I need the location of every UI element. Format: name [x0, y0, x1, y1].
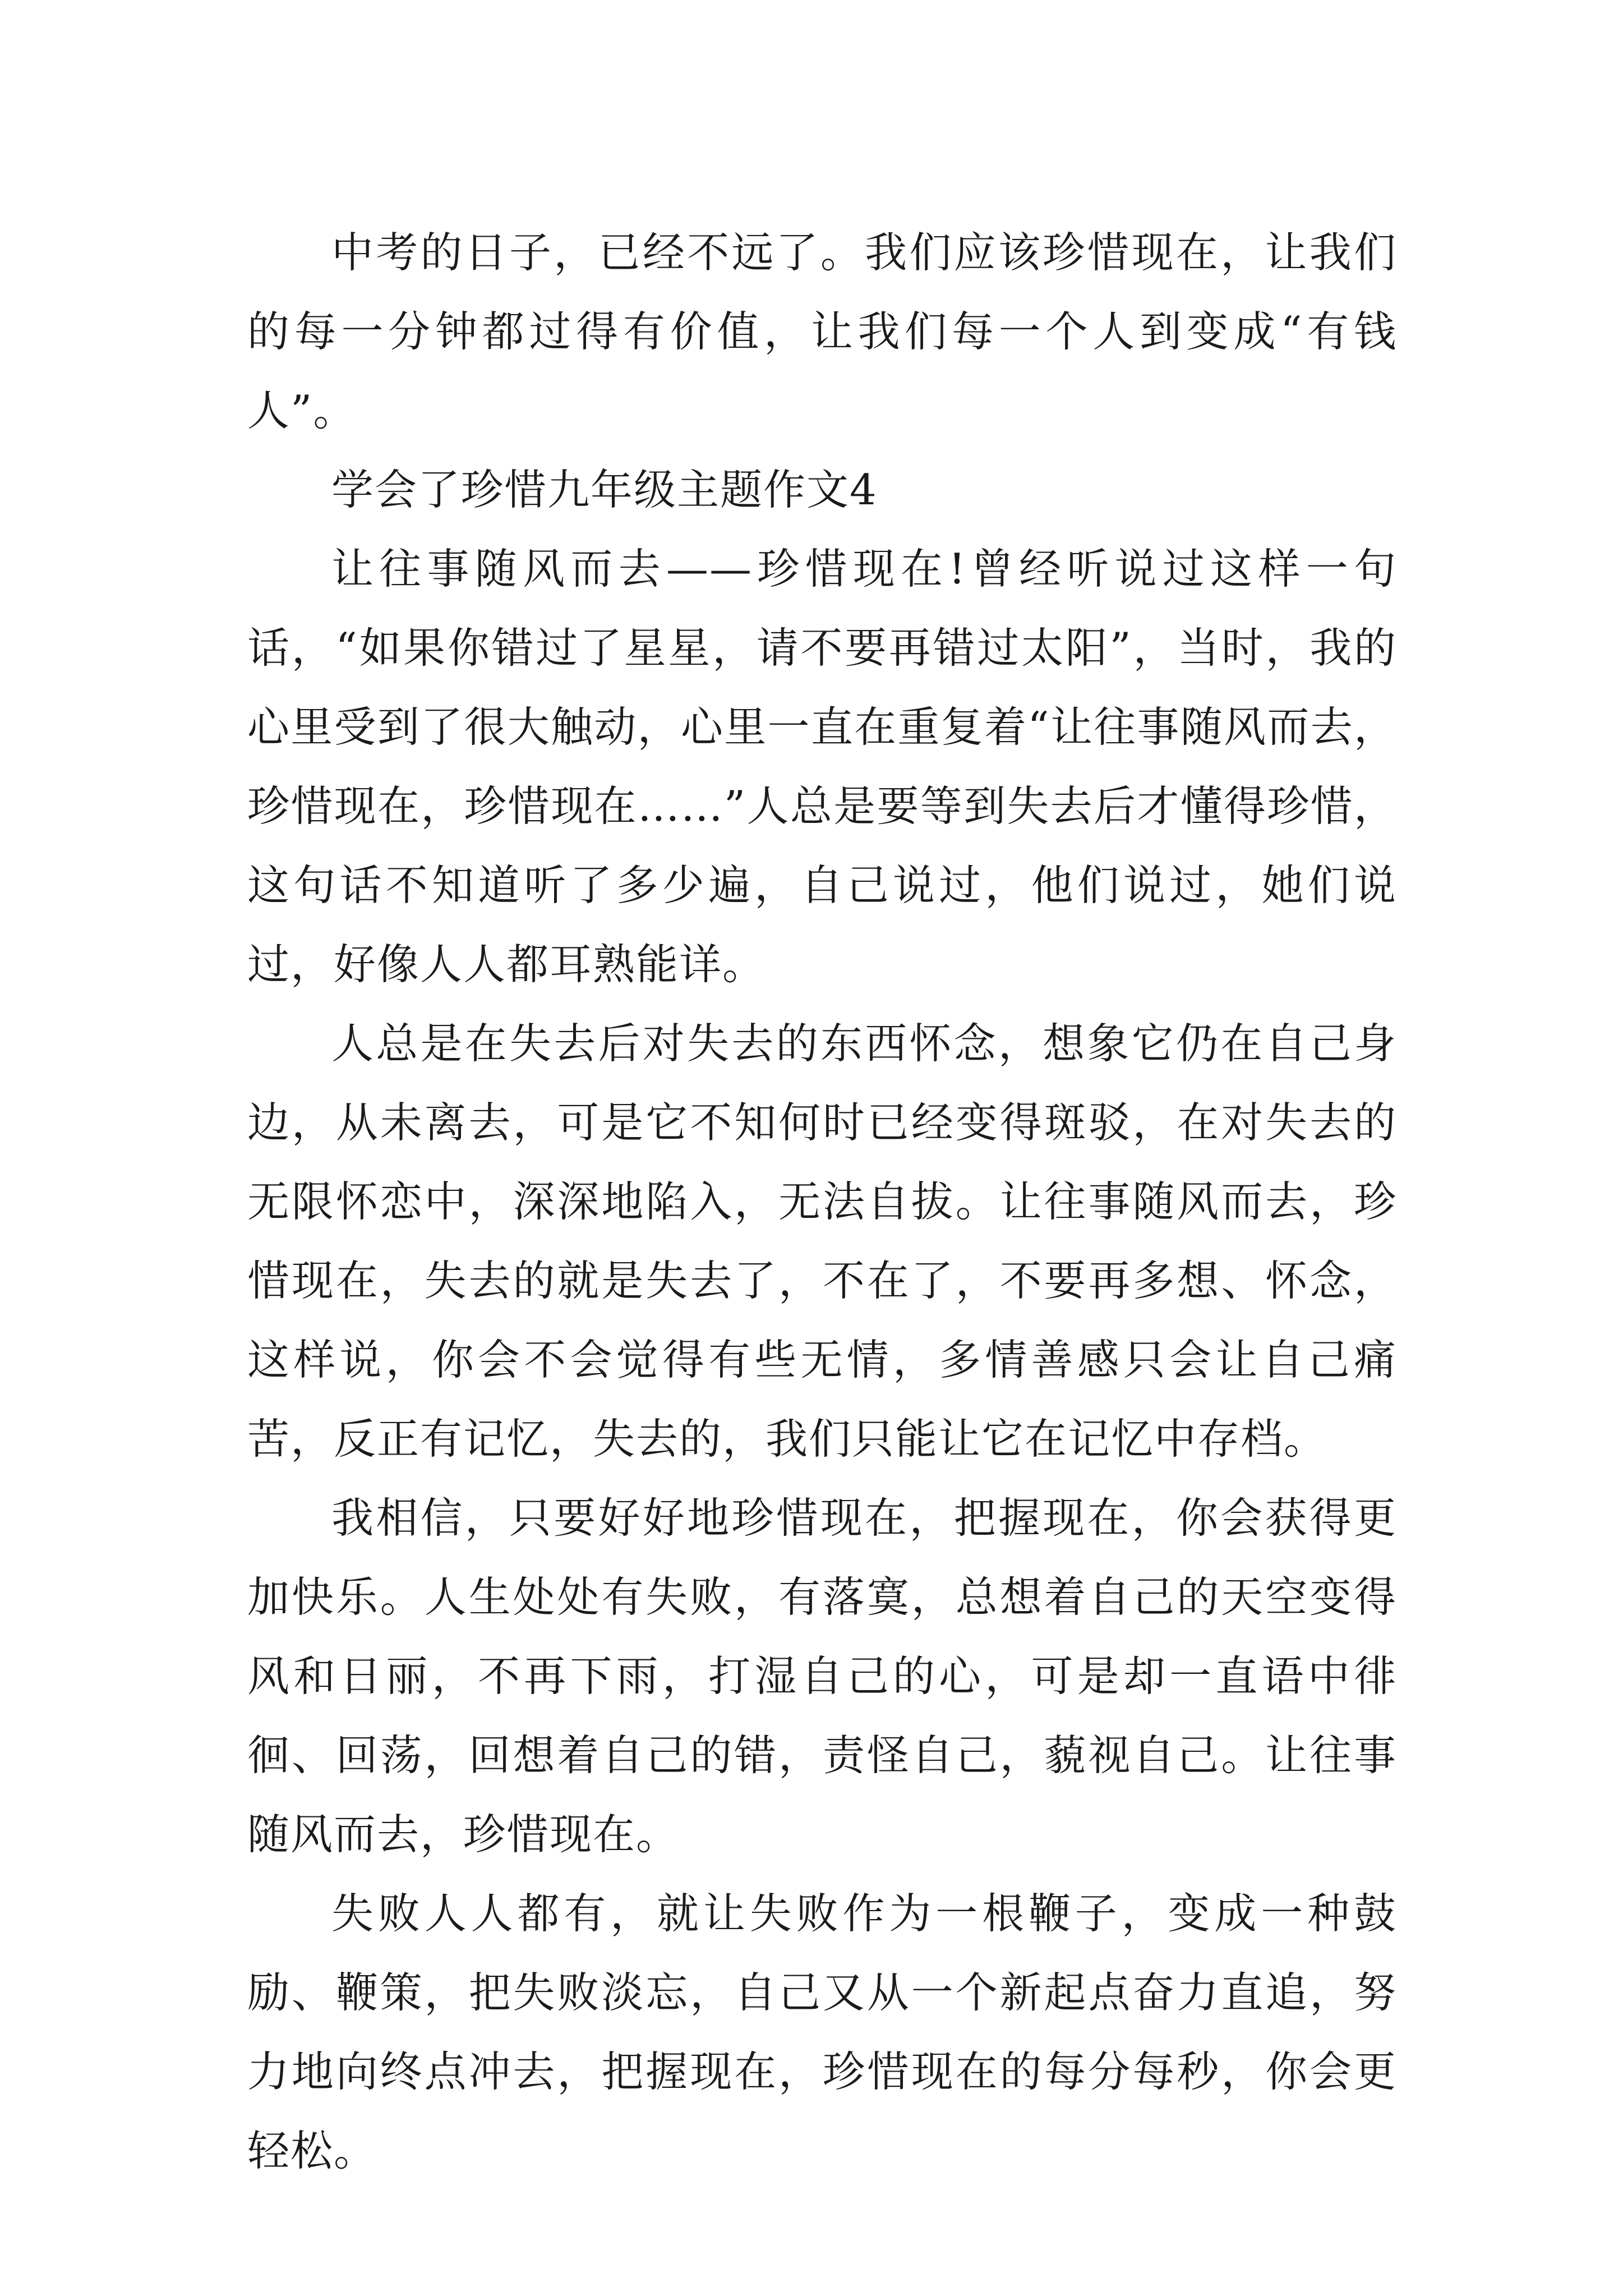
essay-heading: 学会了珍惜九年级主题作文4	[331, 465, 878, 514]
paragraph-4: 失败人人都有，就让失败作为一根鞭子，变成一种鼓励、鞭策，把失败淡忘，自己又从一个新起点奋力直追，努力地向终点冲去，把握现在，珍惜现在的每分每秒，你会更轻松。	[247, 1889, 1397, 2175]
paragraph-3: 我相信，只要好好地珍惜现在，把握现在，你会获得更加快乐。人生处处有失败，有落寞，总想着自己的天空变得风和日丽，不再下雨，打湿自己的心，可是却一直语中徘徊、回荡，回想着自己的错，责怪自己，藐视自己。让往事随风而去，珍惜现在。	[247, 1493, 1397, 1859]
paragraph-closing: 中考的日子，已经不远了。我们应该珍惜现在，让我们的每一分钟都过得有价值，让我们每一个人到变成“有钱人”。	[247, 228, 1397, 435]
paragraph-2: 人总是在失去后对失去的东西怀念，想象它仍在自己身边，从未离去，可是它不知何时已经变得斑驳，在对失去的无限怀恋中，深深地陷入，无法自拔。让往事随风而去，珍惜现在，失去的就是失去了，不在了，不要再多想、怀念，这样说，你会不会觉得有些无情，多情善感只会让自己痛苦，反正有记忆，失去的，我们只能让它在记忆中存档。	[247, 1019, 1397, 1464]
paragraph-1: 让往事随风而去——珍惜现在!曾经听说过这样一句话，“如果你错过了星星，请不要再错过太阳”，当时，我的心里受到了很大触动，心里一直在重复着“让往事随风而去，珍惜现在，珍惜现在……”人总是要等到失去后才懂得珍惜，这句话不知道听了多少遍，自己说过，他们说过，她们说过，好像人人都耳熟能详。	[247, 544, 1397, 989]
document-body	[247, 213, 1397, 2191]
